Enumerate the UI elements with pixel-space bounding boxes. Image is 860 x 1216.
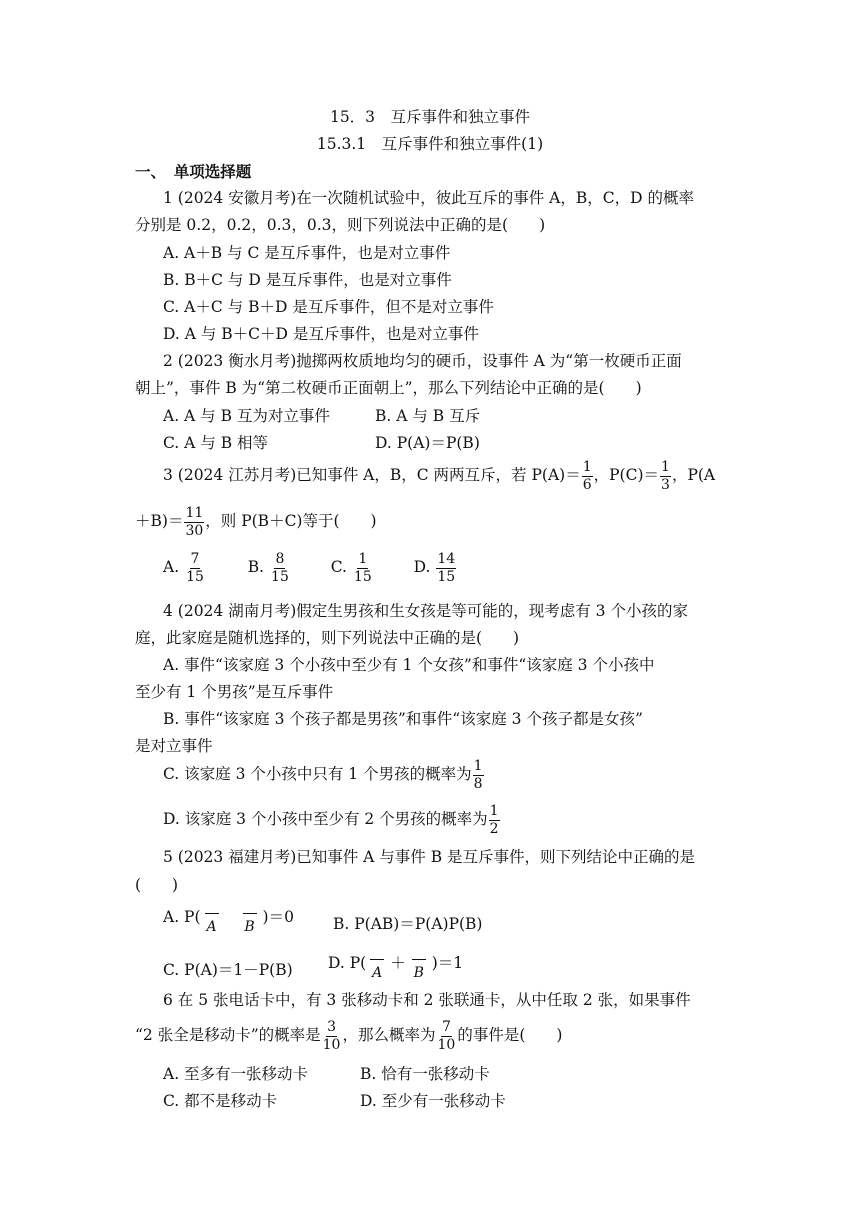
q4-d-denominator: 2 <box>489 820 499 837</box>
q3-fraction-pa <box>582 460 593 492</box>
q4-option-d <box>163 802 501 836</box>
q4-option-b-line2: 是对立事件 <box>135 737 213 755</box>
q2-stem-line2: 朝上”，事件 B 为“第二枚硬币正面朝上”，那么下列结论中正确的是( ) <box>135 379 642 397</box>
q5-a-suffix: )＝0 <box>262 908 294 926</box>
q3-option-d-numerator: 14 <box>437 550 456 567</box>
q2-option-d: D. P(A)＝P(B) <box>375 434 480 452</box>
q5-stem-line2: ( ) <box>135 876 179 894</box>
q3-line2-text-a: ＋B)＝ <box>135 512 184 530</box>
q5-d-overline-a <box>370 959 384 960</box>
q5-stem-line1: 5 (2023 福建月考)已知事件 A 与事件 B 是互斥事件，则下列结论中正确的是 <box>163 848 696 866</box>
q6-option-c: C. 都不是移动卡 <box>163 1092 278 1110</box>
q1-option-c: C. A＋C 与 B＋D 是互斥事件，但不是对立事件 <box>163 298 494 316</box>
q3-pa-numerator: 1 <box>582 458 592 475</box>
q3-option-b-label: B. <box>247 558 265 576</box>
q3-option-c-numerator: 1 <box>358 550 368 567</box>
q5-d-overline-b <box>412 959 426 960</box>
q6-f1-numerator: 3 <box>327 1018 337 1035</box>
q1-option-b: B. B＋C 与 D 是互斥事件，也是对立事件 <box>163 271 452 289</box>
q5-d-suffix: )＝1 <box>431 954 464 972</box>
q3-option-b-denominator: 15 <box>271 568 289 585</box>
q5-d-prefix: D. P( <box>328 954 367 972</box>
q3-pc-denominator: 3 <box>661 476 670 493</box>
q4-c-denominator: 8 <box>473 775 483 792</box>
q1-stem-line2: 分别是 0.2，0.2，0.3，0.3，则下列说法中正确的是( ) <box>135 216 546 234</box>
q6-f1-denominator: 10 <box>322 1036 341 1053</box>
q6-stem-text-c: 的事件是( ) <box>457 1026 563 1044</box>
q6-fraction-1 <box>322 1020 342 1052</box>
q1-stem-line1: 1 (2024 安徽月考)在一次随机试验中，彼此互斥的事件 A，B，C，D 的概率 <box>163 189 694 207</box>
q4-option-a-line1: A. 事件“该家庭 3 个小孩中至少有 1 个女孩”和事件“该家庭 3 个小孩中 <box>163 656 655 674</box>
q1-option-d: D. A 与 B＋C＋D 是互斥事件，也是对立事件 <box>163 325 479 343</box>
q5-a-overline-a <box>205 913 219 914</box>
q3-pab-denominator: 30 <box>185 522 204 539</box>
q2-stem-line1: 2 (2023 衡水月考)抛掷两枚质地均匀的硬币，设事件 A 为“第一枚硬币正面 <box>163 352 682 370</box>
q6-fraction-2 <box>436 1020 456 1052</box>
q3-option-c-label: C. <box>330 558 347 576</box>
q3-option-a-fraction <box>185 552 205 584</box>
q5-option-b: B. P(AB)＝P(A)P(B) <box>333 915 483 933</box>
q3-pc-numerator: 1 <box>661 458 670 475</box>
q3-option-d-denominator: 15 <box>437 568 456 585</box>
section-heading: 一、 单项选择题 <box>135 162 252 181</box>
page-title: 15．3 互斥事件和独立事件 <box>329 108 531 126</box>
q3-option-c-fraction <box>353 552 373 584</box>
q2-option-b: B. A 与 B 互斥 <box>375 407 481 425</box>
q3-pa-denominator: 6 <box>582 476 592 493</box>
q3-line2-text-b: ，则 P(B＋C)等于( ) <box>205 512 377 530</box>
q3-option-d <box>413 550 458 585</box>
q3-stem-text-b: ，P(C)＝ <box>593 466 660 484</box>
q6-option-b: B. 恰有一张移动卡 <box>360 1065 490 1083</box>
q6-stem-text-b: ，那么概率为 <box>342 1026 436 1044</box>
q5-d-plus: ＋ <box>390 954 406 972</box>
q5-d-complement-b <box>412 959 426 980</box>
q5-option-a <box>163 900 294 934</box>
q3-options <box>163 551 457 584</box>
q6-option-a: A. 至多有一张移动卡 <box>163 1065 309 1083</box>
q3-option-d-label: D. <box>413 558 431 576</box>
q4-stem-line1: 4 (2024 湖南月考)假定生男孩和生女孩是等可能的，现考虑有 3 个小孩的家 <box>163 602 688 620</box>
q5-d-complement-a <box>370 959 384 980</box>
q3-option-c-denominator: 15 <box>353 568 372 585</box>
q3-option-d-fraction <box>436 552 456 584</box>
q4-option-c-text: C. 该家庭 3 个小孩中只有 1 个男孩的概率为 <box>163 765 472 783</box>
q2-option-c: C. A 与 B 相等 <box>163 434 269 452</box>
q3-option-c <box>330 550 374 585</box>
page-subtitle: 15.3.1 互斥事件和独立事件(1) <box>316 135 544 153</box>
q5-d-var-b: B <box>413 965 424 981</box>
q2-option-a: A. A 与 B 互为对立事件 <box>163 407 330 425</box>
q5-a-overline-b <box>243 913 257 914</box>
q4-d-numerator: 1 <box>489 802 499 819</box>
q1-option-a: A. A＋B 与 C 是互斥事件，也是对立事件 <box>163 244 451 262</box>
q3-pab-numerator: 11 <box>185 504 204 521</box>
q3-option-b <box>247 550 291 585</box>
q3-stem-text-a: 3 (2024 江苏月考)已知事件 A，B，C 两两互斥，若 P(A)＝ <box>163 466 581 484</box>
q4-option-b-line1: B. 事件“该家庭 3 个孩子都是男孩”和事件“该家庭 3 个孩子都是女孩” <box>163 710 643 728</box>
q6-stem-line2 <box>135 1017 562 1053</box>
q4-option-d-fraction <box>489 804 500 836</box>
q6-option-d: D. 至少有一张移动卡 <box>360 1092 506 1110</box>
q6-f2-denominator: 10 <box>437 1036 456 1053</box>
q5-a-prefix: A. P( <box>163 908 201 926</box>
q4-option-c <box>163 757 485 791</box>
q6-stem-line1: 6 在 5 张电话卡中，有 3 张移动卡和 2 张联通卡，从中任取 2 张，如果事件 <box>163 991 691 1009</box>
q3-fraction-pc <box>660 460 671 492</box>
q4-c-numerator: 1 <box>473 757 483 774</box>
q3-option-b-fraction <box>270 552 290 584</box>
q3-stem-line2 <box>135 505 377 538</box>
q3-stem-line1 <box>163 459 715 492</box>
q6-stem-text-a: “2 张全是移动卡”的概率是 <box>135 1026 321 1044</box>
q3-option-a-label: A. <box>163 558 180 576</box>
q3-option-b-numerator: 8 <box>275 550 285 567</box>
q5-a-var-a: A <box>206 919 217 935</box>
q3-option-a-denominator: 15 <box>186 568 204 585</box>
q5-a-complement-a <box>205 913 219 934</box>
q4-stem-line2: 庭，此家庭是随机选择的，则下列说法中正确的是( ) <box>135 629 520 647</box>
q4-option-a-line2: 至少有 1 个男孩”是互斥事件 <box>135 683 334 701</box>
q5-option-c: C. P(A)＝1－P(B) <box>163 961 293 979</box>
q3-option-a-numerator: 7 <box>190 550 200 567</box>
q5-a-complement-b <box>243 913 257 934</box>
q6-f2-numerator: 7 <box>441 1018 451 1035</box>
q4-option-c-fraction <box>473 759 484 791</box>
q5-a-var-b: B <box>244 919 255 935</box>
q3-fraction-pab <box>184 506 204 538</box>
q3-option-a <box>163 550 206 585</box>
q5-option-d <box>328 946 463 980</box>
q5-d-var-a: A <box>372 965 383 981</box>
q3-stem-text-c: ，P(A <box>671 466 716 484</box>
q4-option-d-text: D. 该家庭 3 个小孩中至少有 2 个男孩的概率为 <box>163 810 488 828</box>
